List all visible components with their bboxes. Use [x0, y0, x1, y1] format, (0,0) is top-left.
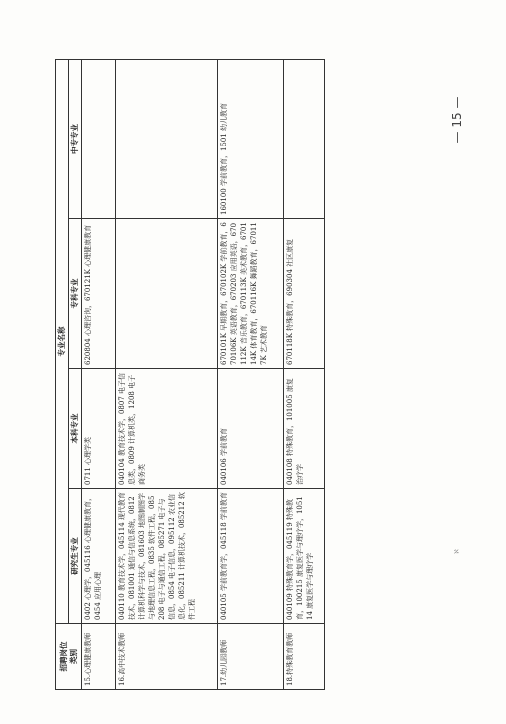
margin-mark: ℵ	[453, 549, 461, 554]
page-number	[447, 80, 467, 160]
row-position: 18.特殊教育教师	[284, 624, 325, 690]
row-graduate: 040110 教育技术学，045114 现代教育技术，081001 通信与信息系统，0812 计算机科学与技术，081603 地图制图学与地理信息工程，0835 软件工程，085208 电子与通信工程，085271 电子与信息，0854 电子信息，095112 农业信息化，085211 计算机技术，085212 软件工程	[116, 489, 217, 624]
header-major-names: 专业名称	[56, 60, 69, 624]
recruitment-major-table	[55, 59, 325, 690]
row-position: 15.心理健康教师	[82, 624, 116, 690]
row-secondary: 160100 学前教育，1501 幼儿教育	[217, 60, 284, 219]
table-row	[116, 60, 217, 690]
row-graduate: 0402 心理学，045116 心理健康教育，0454 应用心理	[82, 489, 116, 624]
page-number-text: — 15 —	[450, 96, 464, 144]
row-vocational: 670101K 早期教育，670102K 学前教育，670106K 英语教育，670203 应用英语，670112K 音乐教育，670113K 美术教育，670114K 体育教育，670116K 舞蹈教育，670117K 艺术教育	[217, 219, 284, 369]
header-position: 招聘岗位 类别	[56, 624, 82, 690]
table-row	[82, 60, 116, 690]
table-row	[217, 60, 284, 690]
row-undergrad: 040108 特殊教育，101005 康复治疗学	[284, 369, 325, 489]
header-graduate: 研究生专业	[69, 489, 82, 624]
row-position: 16.高中技术教师	[116, 624, 217, 690]
rotated-table-container	[55, 60, 325, 690]
row-vocational	[116, 219, 217, 369]
row-undergrad: 040104 教育技术学，0807 电子信息类，0809 计算机类，1208 电子商务类	[116, 369, 217, 489]
row-undergrad: 0711 心理学类	[82, 369, 116, 489]
table-row	[284, 60, 325, 690]
header-secondary: 中专专业	[69, 60, 82, 219]
row-position: 17.幼儿园教师	[217, 624, 284, 690]
row-secondary	[82, 60, 116, 219]
row-secondary	[116, 60, 217, 219]
row-graduate: 040109 特殊教育学，045119 特殊教育，100215 康复医学与理疗学，105114 康复医学与理疗学	[284, 489, 325, 624]
row-undergrad: 040106 学前教育	[217, 369, 284, 489]
row-graduate: 040105 学前教育学，045118 学前教育	[217, 489, 284, 624]
row-vocational: 620804 心理咨询，670121K 心理健康教育	[82, 219, 116, 369]
header-undergrad: 本科专业	[69, 369, 82, 489]
row-vocational: 670118K 特殊教育，690304 社区康复	[284, 219, 325, 369]
header-vocational: 专科专业	[69, 219, 82, 369]
row-secondary	[284, 60, 325, 219]
